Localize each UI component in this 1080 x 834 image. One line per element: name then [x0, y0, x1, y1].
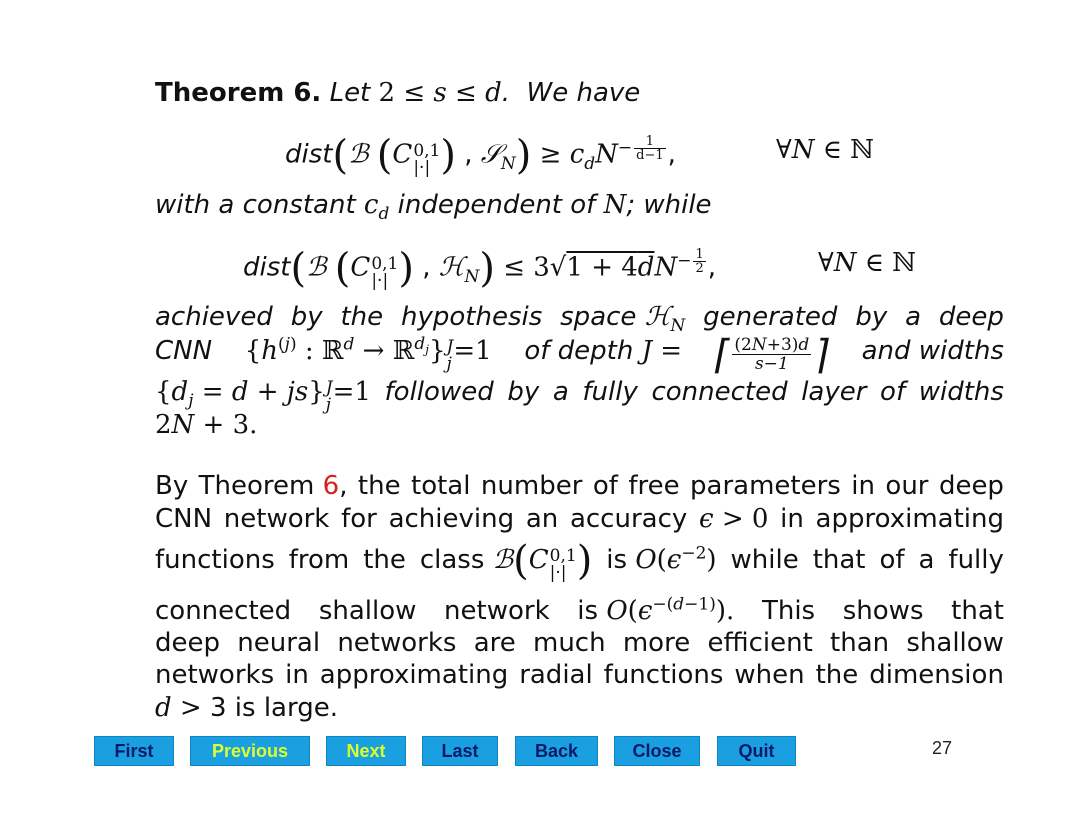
paragraph-line-2: CNN network for achieving an accuracy ϵ > 0 in approximating — [155, 504, 1004, 534]
theorem-statement: Let 2 ≤ s ≤ d. We have — [329, 78, 641, 108]
quit-button[interactable]: Quit — [717, 736, 796, 766]
page-number: 27 — [932, 738, 953, 758]
previous-button[interactable]: Previous — [190, 736, 310, 766]
back-button[interactable]: Back — [515, 736, 598, 766]
eq1-dist-word: dist — [285, 139, 333, 170]
equation-2: dist(ℬ (C 0,1 |·| ) , ℋ$_N$) ≤ $3√1 + 4dN^{- \frac{1}{2}}$ , — [243, 245, 716, 292]
paragraph-line-4: connected shallow network is $O(\epsilon^{-(d-1)})$. This shows that — [155, 594, 1004, 626]
paragraph-line-7: d > 3 is large. — [155, 693, 338, 723]
cnn-line: CNN {$h^{(j)}$ : ℝ$^d$ → ℝ$^{d_j}$} J j =1 of depth J = ⌈ $\frac{(2N+3)d}{s-1}$ ⌉ and widths — [155, 332, 1004, 378]
constant-line: with a constant $c_d$ independent of N; while — [155, 190, 712, 225]
paragraph-line-5: deep neural networks are much more efficient than shallow — [155, 628, 1004, 658]
equation-1: dist(ℬ (C 0,1 |·| ) , 𝒮$_N$) ≥ $c_dN^{- \frac{1}{d-1}}$ , — [285, 132, 676, 179]
eq2-dist-word: dist — [243, 252, 291, 283]
eq2-forall: ∀N ∈ ℕ — [818, 248, 916, 278]
cnn-line-b: and widths — [861, 336, 1004, 366]
paragraph-line-6: networks in approximating radial functions when the dimension — [155, 660, 1004, 690]
widths-line: $\{d_j = d + js\}$ J j =1 followed by a fully connected layer of widths — [155, 377, 1004, 415]
achieved-line: achieved by the hypothesis space ℋ$_N$ generated by a deep — [155, 302, 1004, 337]
theorem-heading — [155, 78, 640, 108]
eq1-forall: ∀N ∈ ℕ — [776, 135, 874, 165]
first-button[interactable]: First — [94, 736, 174, 766]
next-button[interactable]: Next — [326, 736, 406, 766]
paragraph-line-3: functions from the class ℬ(C 0,1 |·| ) is $O(\epsilon^{-2})$ while that of a fully — [155, 538, 1004, 584]
theorem-last-line: 2N + 3. — [155, 410, 258, 440]
paragraph-line-1: By Theorem 6, the total number of free parameters in our deep — [155, 471, 1004, 501]
theorem-reference-link[interactable]: 6 — [322, 471, 340, 501]
last-button[interactable]: Last — [422, 736, 498, 766]
close-button[interactable]: Close — [614, 736, 700, 766]
theorem-label: Theorem 6. — [155, 78, 322, 108]
